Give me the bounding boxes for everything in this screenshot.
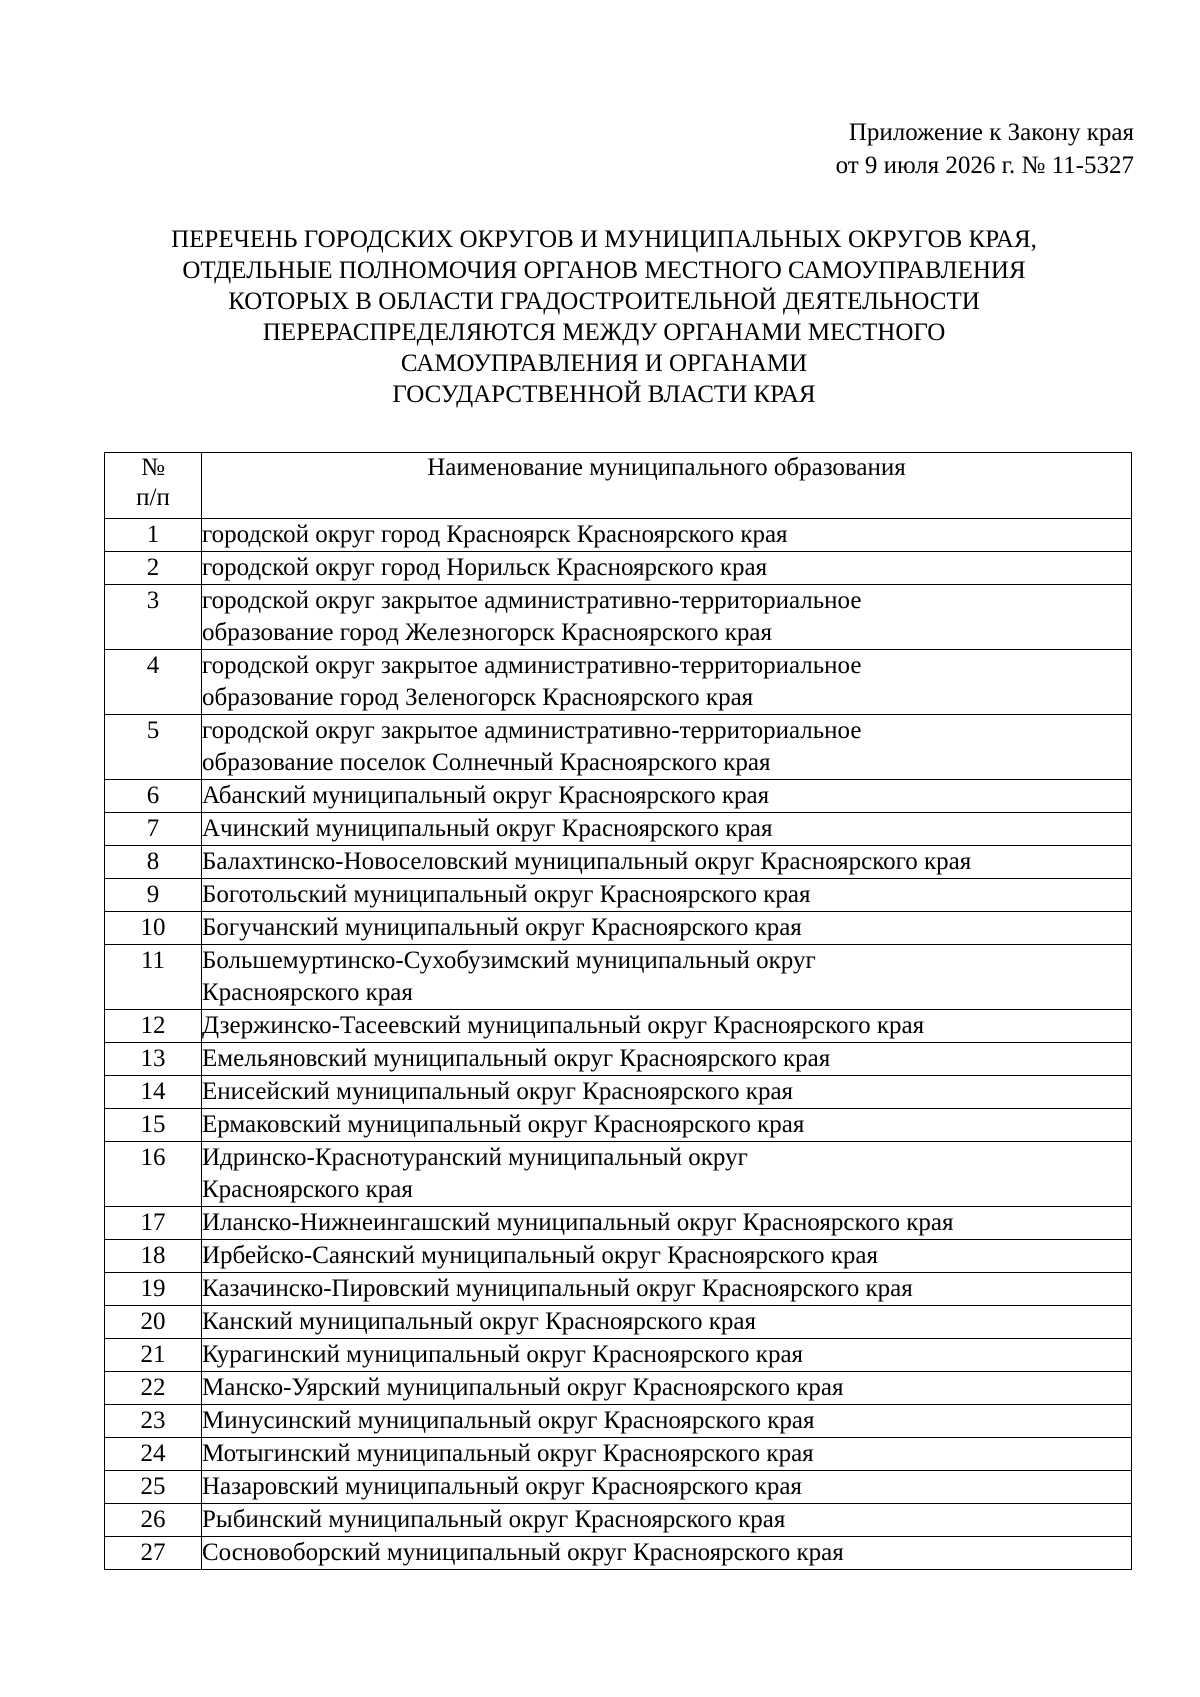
row-number: 22 bbox=[105, 1372, 202, 1405]
row-name bbox=[202, 1372, 1132, 1405]
table-row bbox=[105, 1240, 1132, 1273]
row-number: 3 bbox=[105, 585, 202, 650]
row-name-line: Иланско-Нижнеингашский муниципальный округ Красноярского края bbox=[202, 1209, 954, 1236]
row-name bbox=[202, 1273, 1132, 1306]
row-name bbox=[202, 780, 1132, 813]
row-name-line: Мотыгинский муниципальный округ Красноярского края bbox=[202, 1440, 814, 1467]
appendix-line-2: от 9 июля 2026 г. № 11-5327 bbox=[835, 152, 1134, 179]
document-title bbox=[104, 224, 1104, 410]
row-name-line: Большемуртинско-Сухобузимский муниципальный округ bbox=[202, 947, 816, 974]
row-number: 7 bbox=[105, 813, 202, 846]
title-line: ОТДЕЛЬНЫЕ ПОЛНОМОЧИЯ ОРГАНОВ МЕСТНОГО САМОУПРАВЛЕНИЯ bbox=[182, 257, 1026, 284]
title-line: ПЕРЕРАСПРЕДЕЛЯЮТСЯ МЕЖДУ ОРГАНАМИ МЕСТНОГО bbox=[262, 319, 946, 346]
row-name bbox=[202, 585, 1132, 650]
table-row bbox=[105, 585, 1132, 650]
row-name bbox=[202, 1339, 1132, 1372]
row-name bbox=[202, 1306, 1132, 1339]
title-line: САМОУПРАВЛЕНИЯ И ОРГАНАМИ bbox=[400, 350, 808, 377]
row-name-line: Канский муниципальный округ Красноярского края bbox=[202, 1308, 756, 1335]
table-row bbox=[105, 650, 1132, 715]
row-name-line: Боготольский муниципальный округ Красноярского края bbox=[202, 881, 811, 908]
table-row bbox=[105, 1504, 1132, 1537]
row-name-line: городской округ закрытое административно-территориальное bbox=[202, 717, 862, 744]
table-row bbox=[105, 1339, 1132, 1372]
row-name bbox=[202, 552, 1132, 585]
table-row bbox=[105, 846, 1132, 879]
row-name bbox=[202, 1010, 1132, 1043]
row-number: 1 bbox=[105, 519, 202, 552]
row-name bbox=[202, 1537, 1132, 1570]
row-number: 6 bbox=[105, 780, 202, 813]
table-row bbox=[105, 813, 1132, 846]
header-number-line-1: № bbox=[141, 454, 165, 481]
header-number bbox=[105, 453, 202, 519]
table-row bbox=[105, 1372, 1132, 1405]
row-number: 20 bbox=[105, 1306, 202, 1339]
row-number: 21 bbox=[105, 1339, 202, 1372]
row-number: 24 bbox=[105, 1438, 202, 1471]
row-name-line: городской округ город Красноярск Красноярского края bbox=[202, 521, 788, 548]
row-number: 10 bbox=[105, 912, 202, 945]
row-name bbox=[202, 1405, 1132, 1438]
row-name-line: образование город Зеленогорск Красноярского края bbox=[202, 684, 754, 711]
row-name-line: Казачинско-Пировский муниципальный округ Красноярского края bbox=[202, 1275, 913, 1302]
table-row bbox=[105, 1010, 1132, 1043]
row-number: 14 bbox=[105, 1076, 202, 1109]
row-name-line: Енисейский муниципальный округ Красноярского края bbox=[202, 1078, 794, 1105]
table-row bbox=[105, 945, 1132, 1010]
row-name bbox=[202, 945, 1132, 1010]
row-name-line: Красноярского края bbox=[202, 1176, 413, 1203]
row-number: 11 bbox=[105, 945, 202, 1010]
row-name-line: Ачинский муниципальный округ Красноярского края bbox=[202, 815, 773, 842]
header-number-line-2: п/п bbox=[136, 484, 170, 511]
row-number: 2 bbox=[105, 552, 202, 585]
table-row bbox=[105, 1109, 1132, 1142]
table-row bbox=[105, 1471, 1132, 1504]
title-line: КОТОРЫХ В ОБЛАСТИ ГРАДОСТРОИТЕЛЬНОЙ ДЕЯТЕЛЬНОСТИ bbox=[228, 288, 980, 315]
table-row bbox=[105, 912, 1132, 945]
table-row bbox=[105, 1207, 1132, 1240]
row-name-line: Манско-Уярский муниципальный округ Красноярского края bbox=[202, 1374, 844, 1401]
table-row bbox=[105, 1306, 1132, 1339]
row-name-line: городской округ закрытое административно-территориальное bbox=[202, 587, 862, 614]
row-number: 25 bbox=[105, 1471, 202, 1504]
header-name: Наименование муниципального образования bbox=[202, 453, 1132, 519]
row-number: 4 bbox=[105, 650, 202, 715]
table-row bbox=[105, 879, 1132, 912]
row-name-line: Ермаковский муниципальный округ Красноярского края bbox=[202, 1111, 805, 1138]
row-name bbox=[202, 1207, 1132, 1240]
row-name-line: Идринско-Краснотуранский муниципальный округ bbox=[202, 1144, 748, 1171]
row-number: 19 bbox=[105, 1273, 202, 1306]
row-name-line: городской округ закрытое административно-территориальное bbox=[202, 652, 862, 679]
row-number: 23 bbox=[105, 1405, 202, 1438]
row-name-line: Абанский муниципальный округ Красноярского края bbox=[202, 782, 770, 809]
row-name-line: Богучанский муниципальный округ Красноярского края bbox=[202, 914, 802, 941]
table-row bbox=[105, 1438, 1132, 1471]
table-row bbox=[105, 1273, 1132, 1306]
row-name-line: Рыбинский муниципальный округ Красноярского края bbox=[202, 1506, 786, 1533]
row-number: 12 bbox=[105, 1010, 202, 1043]
row-name-line: образование поселок Солнечный Красноярского края bbox=[202, 749, 771, 776]
table-row bbox=[105, 552, 1132, 585]
row-name-line: Ирбейско-Саянский муниципальный округ Красноярского края bbox=[202, 1242, 879, 1269]
row-name bbox=[202, 1109, 1132, 1142]
row-name bbox=[202, 879, 1132, 912]
row-name-line: Минусинский муниципальный округ Красноярского края bbox=[202, 1407, 815, 1434]
row-number: 17 bbox=[105, 1207, 202, 1240]
row-name bbox=[202, 1043, 1132, 1076]
row-number: 27 bbox=[105, 1537, 202, 1570]
row-name-line: Сосновоборский муниципальный округ Красноярского края bbox=[202, 1539, 844, 1566]
row-number: 9 bbox=[105, 879, 202, 912]
row-name bbox=[202, 519, 1132, 552]
row-name-line: Красноярского края bbox=[202, 979, 413, 1006]
table-header-row bbox=[105, 453, 1132, 519]
row-number: 8 bbox=[105, 846, 202, 879]
appendix-line-1: Приложение к Закону края bbox=[848, 119, 1134, 146]
table-row bbox=[105, 1537, 1132, 1570]
municipality-table bbox=[104, 452, 1132, 1570]
title-line: ГОСУДАРСТВЕННОЙ ВЛАСТИ КРАЯ bbox=[392, 381, 816, 408]
row-name-line: образование город Железногорск Красноярского края bbox=[202, 619, 772, 646]
table-row bbox=[105, 519, 1132, 552]
table-row bbox=[105, 1076, 1132, 1109]
row-name-line: Курагинский муниципальный округ Красноярского края bbox=[202, 1341, 804, 1368]
row-number: 13 bbox=[105, 1043, 202, 1076]
row-name bbox=[202, 1471, 1132, 1504]
row-name bbox=[202, 912, 1132, 945]
row-name-line: Дзержинско-Тасеевский муниципальный округ Красноярского края bbox=[202, 1012, 925, 1039]
row-name bbox=[202, 650, 1132, 715]
row-name-line: Емельяновский муниципальный округ Красноярского края bbox=[202, 1045, 831, 1072]
table-row bbox=[105, 1043, 1132, 1076]
row-name bbox=[202, 813, 1132, 846]
row-name-line: Балахтинско-Новоселовский муниципальный округ Красноярского края bbox=[202, 848, 972, 875]
row-number: 16 bbox=[105, 1142, 202, 1207]
table-row bbox=[105, 1405, 1132, 1438]
row-number: 5 bbox=[105, 715, 202, 780]
table-row bbox=[105, 1142, 1132, 1207]
row-number: 26 bbox=[105, 1504, 202, 1537]
row-name bbox=[202, 1240, 1132, 1273]
row-number: 18 bbox=[105, 1240, 202, 1273]
table-row bbox=[105, 780, 1132, 813]
table-row bbox=[105, 715, 1132, 780]
appendix-header bbox=[836, 116, 1134, 182]
row-name bbox=[202, 1438, 1132, 1471]
row-name bbox=[202, 1504, 1132, 1537]
row-name bbox=[202, 1076, 1132, 1109]
row-name bbox=[202, 846, 1132, 879]
row-number: 15 bbox=[105, 1109, 202, 1142]
row-name bbox=[202, 1142, 1132, 1207]
row-name-line: городской округ город Норильск Красноярского края bbox=[202, 554, 768, 581]
row-name-line: Назаровский муниципальный округ Красноярского края bbox=[202, 1473, 802, 1500]
table-body bbox=[105, 519, 1132, 1570]
row-name bbox=[202, 715, 1132, 780]
title-line: ПЕРЕЧЕНЬ ГОРОДСКИХ ОКРУГОВ И МУНИЦИПАЛЬНЫХ ОКРУГОВ КРАЯ, bbox=[171, 226, 1037, 253]
